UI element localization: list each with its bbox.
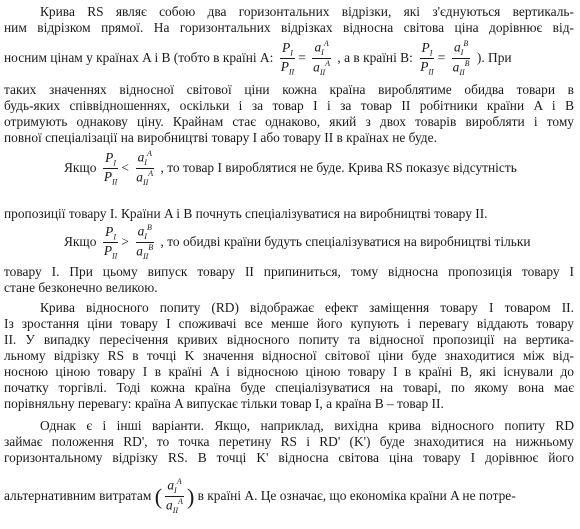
paragraph-line: отримують однакову ціну. Крайнам стає однаково, який з двох товарів виробляти і тому xyxy=(4,114,574,129)
text-fragment: , то товар I вироблятися не буде. Крива RS показує відсутність xyxy=(160,160,517,175)
text-fragment: , а в країні B: xyxy=(337,50,413,65)
paragraph-line: пропозиції товару I. Країни A і B почнуть спеціалізуватися на виробництві товару II. xyxy=(4,206,488,221)
paragraph-line: льному відрізку RS в точці K значення відносної світової ціни буде знаходитися між від- xyxy=(4,348,574,363)
paragraph-line-formula: Якщо $\frac{P_I}{P_{II}}$ < $\frac{a_I^A}{a_{II}^A}$ , то товар I вироблятися не буде. Крива RS показує відсутність xyxy=(64,149,517,188)
paragraph-line: Із зростання ціни товару I споживачі все менше його купують і перевагу віддають товару xyxy=(4,316,574,331)
paragraph-line: товару I. При цьому випуск товару II припиниться, тому відносна пропозиція товару I xyxy=(4,264,574,279)
paragraph-line: Однак є і інші варіанти. Якщо, наприклад, вихідна крива відносного попиту RD xyxy=(40,418,574,433)
paragraph-line-formula: альтернативним витратам ( $\frac{a_I^A}{a_{II}^A}$ ) в країні A. Це означає, що економіка країни A не потре- xyxy=(4,477,516,516)
paragraph-line: горизонтальному відрізку RS. В точці K' відносна світова ціна товару I дорівнює його xyxy=(4,450,574,465)
paragraph-line-formula: носним цінам у країнах A і B (тобто в країні A: $\frac{P_I}{P_{II}}$ = $\frac{a_I^A}{a_{II}^A}$ , а в країні B: $\frac{P_I}{P_{II}}$ = $\frac{a_I^B}{a_{II}^B}$ ). При xyxy=(4,39,512,78)
fraction-a-ratio-A: $\frac{a_I^A}{a_{II}^A}$ xyxy=(166,477,183,516)
text-fragment: Якщо xyxy=(64,160,97,175)
paragraph-line: стане безконечно великою. xyxy=(4,280,158,295)
text-fragment: альтернативним витратам xyxy=(4,488,152,503)
paragraph-line-formula: Якщо $\frac{P_I}{P_{II}}$ > $\frac{a_I^B}{a_{II}^B}$ , то обидві країни будуть спеціалізуватися на виробництві тільки xyxy=(64,223,531,262)
paragraph-line: порівняльну перевагу: країна A випускає тільки товар I, а країна B – товар II. xyxy=(4,396,444,411)
paragraph-line: будь-яких співвідношеннях, оскільки і за товар I і за товар II робітники країни A і B xyxy=(4,98,574,113)
fraction-a-ratio-B: $\frac{a_I^B}{a_{II}^B}$ xyxy=(136,223,154,262)
paragraph-line: Крива RS являє собою два горизонтальних відрізки, які з'єднуються вертикаль- xyxy=(40,4,574,19)
text-fragment: ). При xyxy=(476,50,512,65)
fraction-a-ratio-B: $\frac{a_I^B}{a_{II}^B}$ xyxy=(452,39,470,78)
paragraph-line: ним відрізком прямої. На горизонтальних відрізках відносна світова ціна дорівнює від- xyxy=(4,20,574,35)
text-fragment: , то обидві країни будуть спеціалізуватися на виробництві тільки xyxy=(160,234,531,249)
paragraph-line: II. У випадку пересічення кривих відносного попиту та відносної пропозиції на вертика- xyxy=(4,332,574,347)
fraction-P-ratio: $\frac{P_I}{P_{II}}$ xyxy=(280,39,295,78)
paragraph-line: таких значеннях відносної світової ціни кожна країна вироблятиме обидва товари в xyxy=(4,82,574,97)
text-fragment: Якщо xyxy=(64,234,97,249)
fraction-a-ratio-A: $\frac{a_I^A}{a_{II}^A}$ xyxy=(136,149,154,188)
paragraph-line: Крива відносного попиту (RD) відображає ефект заміщення товару I товаром II. xyxy=(40,300,574,315)
paragraph-line: повної спеціалізації на виробництві товару I або товару II в країнах не буде. xyxy=(4,130,437,145)
text-fragment: носним цінам у країнах A і B (тобто в країні A: xyxy=(4,50,274,65)
fraction-P-ratio: $\frac{P_I}{P_{II}}$ xyxy=(103,223,118,262)
paragraph-line: початку торгівлі. Тоді кожна країна буде спеціалізуватися на товарі, по якому вона має xyxy=(4,380,574,395)
text-fragment: в країні A. Це означає, що економіка країни A не потре- xyxy=(197,488,516,503)
paragraph-line: займає положення RD', то точка перетину RS і RD' (K') буде знаходитися на нижньому xyxy=(4,434,574,449)
paragraph-line: носною ціною товару I в країні A і відносною ціною товару I в країні B, які існували до xyxy=(4,364,574,379)
fraction-P-ratio: $\frac{P_I}{P_{II}}$ xyxy=(103,149,118,188)
fraction-a-ratio-A: $\frac{a_I^A}{a_{II}^A}$ xyxy=(313,39,331,78)
fraction-P-ratio: $\frac{P_I}{P_{II}}$ xyxy=(420,39,434,78)
